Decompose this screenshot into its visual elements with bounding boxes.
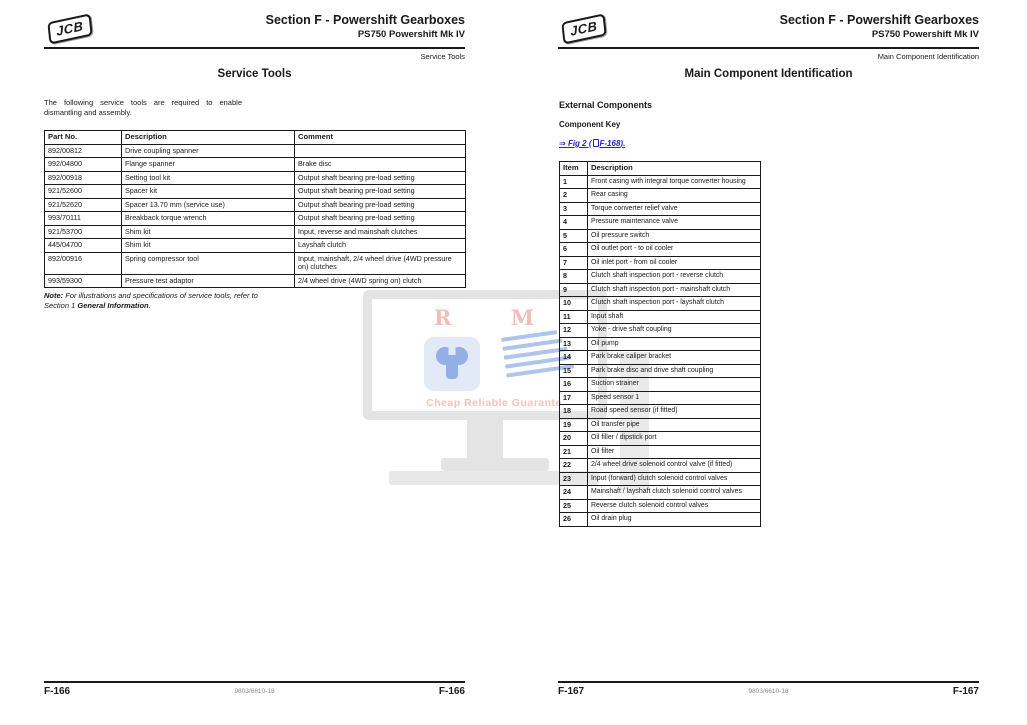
component-key-table: [559, 161, 761, 527]
table-cell: 992/04800: [45, 158, 122, 172]
table-cell: Pressure maintenance valve: [588, 216, 761, 230]
table-row: [560, 459, 761, 473]
table-row: [560, 418, 761, 432]
column-header: Item: [560, 162, 588, 176]
table-cell: 921/52620: [45, 198, 122, 212]
table-cell: Pressure test adaptor: [122, 274, 295, 288]
table-cell: Clutch shaft inspection port - mainshaft clutch: [588, 283, 761, 297]
table-cell: Park brake caliper bracket: [588, 351, 761, 365]
column-header: Description: [122, 131, 295, 145]
table-row: [560, 405, 761, 419]
page-left: [0, 0, 513, 725]
page-number-right: F-166: [438, 686, 465, 697]
breadcrumb: Service Tools: [420, 52, 465, 61]
arrow-icon: ⇒: [559, 139, 568, 148]
table-row: [560, 270, 761, 284]
fig-link-ref: F-168: [599, 139, 621, 148]
table-cell: 24: [560, 486, 588, 500]
table-cell: 10: [560, 297, 588, 311]
table-row: [560, 229, 761, 243]
subheading-external-components: External Components: [559, 100, 653, 110]
table-row: [560, 283, 761, 297]
jcb-logo: [561, 13, 606, 44]
table-row: [45, 171, 466, 185]
table-cell: Clutch shaft inspection port - layshaft clutch: [588, 297, 761, 311]
fig-link-suffix: ).: [620, 139, 626, 148]
table-cell: Suction strainer: [588, 378, 761, 392]
document-icon: [593, 139, 599, 147]
table-cell: 26: [560, 513, 588, 527]
note-bold: General Information: [77, 300, 149, 310]
table-cell: 9: [560, 283, 588, 297]
page-title: Main Component Identification: [684, 68, 853, 80]
table-cell: 14: [560, 351, 588, 365]
table-cell: 3: [560, 202, 588, 216]
table-cell: 16: [560, 378, 588, 392]
table-cell: Oil filter: [588, 445, 761, 459]
table-cell: 23: [560, 472, 588, 486]
jcb-logo: [47, 13, 92, 44]
table-cell: Oil inlet port - from oil cooler: [588, 256, 761, 270]
breadcrumb: Main Component Identification: [877, 52, 979, 61]
column-header: Part No.: [45, 131, 122, 145]
table-row: [560, 472, 761, 486]
table-cell: 445/04700: [45, 239, 122, 253]
jcb-logo-text: JCB: [569, 18, 598, 39]
subheading-component-key: Component Key: [559, 120, 621, 129]
table-cell: 18: [560, 405, 588, 419]
table-cell: Yoke - drive shaft coupling: [588, 324, 761, 338]
table-cell: 921/53700: [45, 225, 122, 239]
table-cell: Input, mainshaft, 2/4 wheel drive (4WD pressure on) clutches: [295, 252, 466, 274]
table-row: [560, 216, 761, 230]
table-row: [560, 324, 761, 338]
service-tools-table: [44, 130, 466, 288]
table-cell: Output shaft bearing pre-load setting: [295, 185, 466, 199]
table-cell: 892/00812: [45, 144, 122, 158]
table-row: [45, 212, 466, 226]
page-right: [514, 0, 1027, 725]
table-cell: Output shaft bearing pre-load setting: [295, 212, 466, 226]
table-cell: 993/70111: [45, 212, 122, 226]
footer-rule: [558, 681, 979, 683]
publication-number: 9803/6610-18: [748, 688, 789, 695]
table-row: [45, 274, 466, 288]
table-row: [560, 175, 761, 189]
table-cell: 892/00916: [45, 252, 122, 274]
table-row: [560, 364, 761, 378]
model-subtitle: PS750 Powershift Mk IV: [357, 29, 465, 40]
table-cell: Oil outlet port - to oil cooler: [588, 243, 761, 257]
note-text: [44, 291, 284, 310]
table-row: [560, 432, 761, 446]
table-cell: Output shaft bearing pre-load setting: [295, 198, 466, 212]
table-row: [45, 225, 466, 239]
table-cell: Oil pump: [588, 337, 761, 351]
table-cell: 20: [560, 432, 588, 446]
publication-number: 9803/6610-18: [234, 688, 275, 695]
table-cell: Shim kit: [122, 239, 295, 253]
table-cell: Reverse clutch solenoid control valves: [588, 499, 761, 513]
table-cell: 6: [560, 243, 588, 257]
fig2-link[interactable]: [559, 139, 625, 148]
watermark-brand: R M: [434, 305, 561, 330]
table-cell: 4: [560, 216, 588, 230]
table-cell: 1: [560, 175, 588, 189]
table-row: [560, 445, 761, 459]
table-cell: Rear casing: [588, 189, 761, 203]
table-row: [560, 297, 761, 311]
table-row: [560, 256, 761, 270]
table-cell: Input shaft: [588, 310, 761, 324]
section-title: Section F - Powershift Gearboxes: [779, 13, 979, 27]
fig-link-text: Fig 2 (: [567, 139, 592, 148]
table-cell: 21: [560, 445, 588, 459]
table-cell: Speed sensor 1: [588, 391, 761, 405]
table-cell: 25: [560, 499, 588, 513]
table-cell: Mainshaft / layshaft clutch solenoid control valves: [588, 486, 761, 500]
table-row: [560, 378, 761, 392]
page-number-left: F-167: [558, 686, 585, 697]
intro-paragraph: The following service tools are required to enable dismantling and assembly.: [44, 98, 242, 117]
table-cell: Flange spanner: [122, 158, 295, 172]
header-rule: [558, 47, 979, 49]
page-header: [150, 13, 465, 41]
table-row: [560, 391, 761, 405]
table-cell: 22: [560, 459, 588, 473]
table-cell: Setting tool kit: [122, 171, 295, 185]
table-cell: Shim kit: [122, 225, 295, 239]
table-cell: Layshaft clutch: [295, 239, 466, 253]
table-cell: 921/52600: [45, 185, 122, 199]
watermark-tagline: Cheap Reliable Guarante: [426, 397, 562, 409]
table-cell: Output shaft bearing pre-load setting: [295, 171, 466, 185]
table-cell: Park brake disc and drive shaft coupling: [588, 364, 761, 378]
table-cell: Spacer 13.70 mm (service use): [122, 198, 295, 212]
table-row: [560, 243, 761, 257]
table-cell: Breakback torque wrench: [122, 212, 295, 226]
note-end: .: [148, 300, 151, 310]
table-cell: 993/59300: [45, 274, 122, 288]
table-cell: Spring compressor tool: [122, 252, 295, 274]
table-row: [45, 144, 466, 158]
column-header: Comment: [295, 131, 466, 145]
table-cell: Spacer kit: [122, 185, 295, 199]
table-cell: 11: [560, 310, 588, 324]
table-cell: 12: [560, 324, 588, 338]
table-row: [45, 185, 466, 199]
table-row: [560, 486, 761, 500]
table-cell: Brake disc: [295, 158, 466, 172]
table-row: [560, 202, 761, 216]
section-title: Section F - Powershift Gearboxes: [265, 13, 465, 27]
page-number-right: F-167: [952, 686, 979, 697]
table-cell: Road speed sensor (if fitted): [588, 405, 761, 419]
table-cell: 13: [560, 337, 588, 351]
table-cell: Input, reverse and mainshaft clutches: [295, 225, 466, 239]
table-cell: 8: [560, 270, 588, 284]
page-number-left: F-166: [44, 686, 71, 697]
footer-rule: [44, 681, 465, 683]
table-row: [560, 310, 761, 324]
header-rule: [44, 47, 465, 49]
table-cell: Torque converter relief valve: [588, 202, 761, 216]
table-row: [45, 252, 466, 274]
table-cell: 2/4 wheel drive (4WD spring on) clutch: [295, 274, 466, 288]
model-subtitle: PS750 Powershift Mk IV: [871, 29, 979, 40]
table-cell: [295, 144, 466, 158]
table-row: [560, 337, 761, 351]
table-cell: 2: [560, 189, 588, 203]
table-cell: Oil transfer pipe: [588, 418, 761, 432]
table-row: [560, 499, 761, 513]
table-row: [45, 239, 466, 253]
page-header: [664, 13, 979, 41]
table-cell: 15: [560, 364, 588, 378]
table-cell: Oil drain plug: [588, 513, 761, 527]
table-row: [45, 158, 466, 172]
column-header: Description: [588, 162, 761, 176]
table-cell: Oil pressure switch: [588, 229, 761, 243]
table-cell: Input (forward) clutch solenoid control valves: [588, 472, 761, 486]
table-cell: Clutch shaft inspection port - reverse clutch: [588, 270, 761, 284]
table-cell: 7: [560, 256, 588, 270]
table-cell: 17: [560, 391, 588, 405]
table-row: [45, 198, 466, 212]
table-row: [560, 513, 761, 527]
table-cell: Front casing with integral torque converter housing: [588, 175, 761, 189]
table-cell: Oil filler / dipstick port: [588, 432, 761, 446]
table-row: [560, 351, 761, 365]
table-cell: 5: [560, 229, 588, 243]
jcb-logo-text: JCB: [55, 18, 84, 39]
table-cell: 19: [560, 418, 588, 432]
note-body: For illustrations and specifications of service tools, refer to Section 1: [44, 291, 258, 310]
page-title: Service Tools: [217, 68, 292, 80]
table-row: [560, 189, 761, 203]
table-cell: 892/00918: [45, 171, 122, 185]
note-label: Note:: [44, 291, 64, 300]
table-cell: 2/4 wheel drive solenoid control valve (if fitted): [588, 459, 761, 473]
table-cell: Drive coupling spanner: [122, 144, 295, 158]
